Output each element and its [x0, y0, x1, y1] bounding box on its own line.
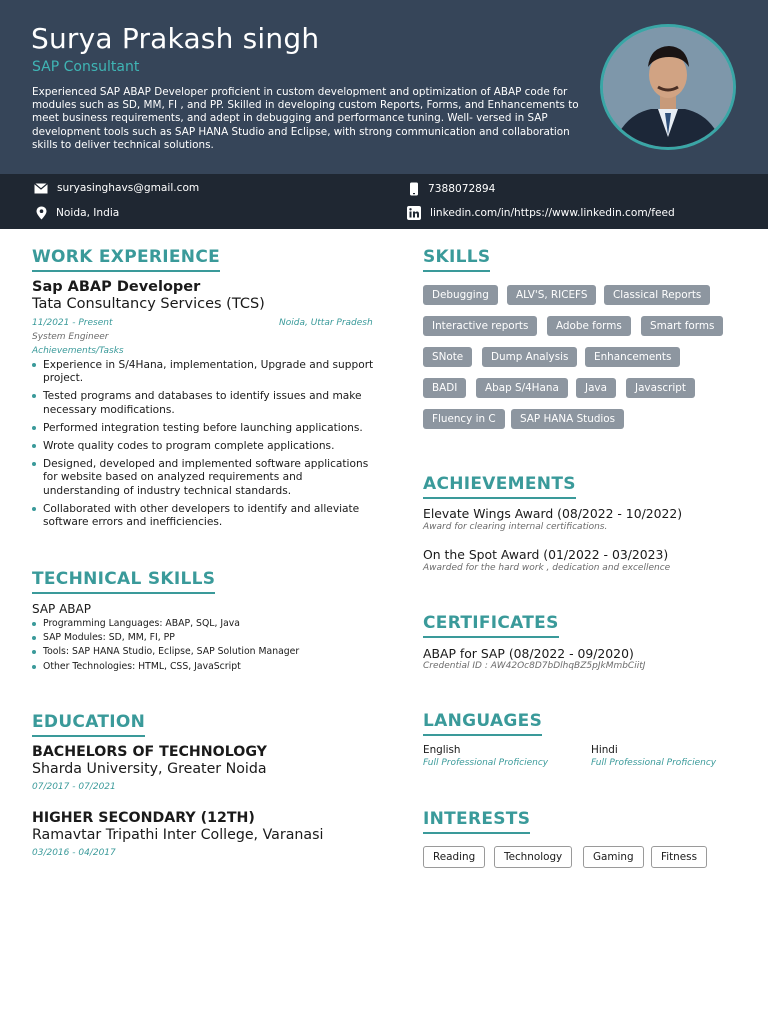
- skill-chip: Javascript: [626, 378, 695, 398]
- person-portrait-icon: [603, 27, 733, 147]
- candidate-role: SAP Consultant: [32, 59, 140, 75]
- interest-chip: Technology: [494, 846, 572, 868]
- job-dates: 11/2021 - Present: [32, 318, 113, 328]
- certificates-heading: CERTIFICATES: [423, 613, 559, 638]
- skill-chip: SNote: [423, 347, 472, 367]
- skill-chip: ALV'S, RICEFS: [507, 285, 596, 305]
- phone-text: 7388072894: [428, 183, 496, 195]
- achievement-title: Elevate Wings Award (08/2022 - 10/2022): [423, 506, 683, 521]
- candidate-name: Surya Prakash singh: [31, 22, 320, 55]
- interest-chip: Reading: [423, 846, 485, 868]
- skill-chip: SAP HANA Studios: [511, 409, 624, 429]
- job-title: Sap ABAP Developer: [32, 279, 201, 295]
- email-text: suryasinghavs@gmail.com: [57, 182, 200, 194]
- list-item: Other Technologies: HTML, CSS, JavaScript: [32, 660, 299, 674]
- skill-chip: Smart forms: [641, 316, 723, 336]
- job-position: System Engineer: [32, 332, 109, 342]
- list-item: Programming Languages: ABAP, SQL, Java: [32, 617, 299, 631]
- list-item: Tested programs and databases to identify issues and make necessary modifications.: [32, 390, 382, 417]
- language-level: Full Professional Proficiency: [591, 758, 717, 768]
- skill-chip: Enhancements: [585, 347, 680, 367]
- profile-summary: Experienced SAP ABAP Developer proficient in custom development and optimization of ABAP code for modules such as SD, MM, FI , and PP. Skilled in developing custom Reports, Forms, and Enhancements to meet business requirements, and adept in debugging and performance tuning. Well- versed in SAP development tools such as SAP HANA Studio and Eclipse, with strong communication and collaboration skills to deliver technical solutions.: [32, 86, 579, 151]
- achievements-heading: ACHIEVEMENTS: [423, 474, 576, 499]
- list-item: Tools: SAP HANA Studio, Eclipse, SAP Solution Manager: [32, 645, 299, 659]
- location-pin-icon: [36, 206, 47, 220]
- skill-chip: Classical Reports: [604, 285, 710, 305]
- contact-linkedin[interactable]: [407, 206, 675, 220]
- technical-subtitle: SAP ABAP: [32, 602, 91, 616]
- contact-phone[interactable]: [409, 182, 495, 196]
- education-school: Ramavtar Tripathi Inter College, Varanasi: [32, 827, 324, 843]
- company-name: Tata Consultancy Services (TCS): [32, 296, 265, 312]
- language-name: English: [423, 744, 461, 756]
- skill-chip: Abap S/4Hana: [476, 378, 568, 398]
- education-degree: HIGHER SECONDARY (12TH): [32, 810, 255, 826]
- skill-chip: Debugging: [423, 285, 498, 305]
- certificate-title: ABAP for SAP (08/2022 - 09/2020): [423, 646, 634, 661]
- skill-chip: BADI: [423, 378, 466, 398]
- technical-skills-heading: TECHNICAL SKILLS: [32, 569, 215, 594]
- achievement-desc: Award for clearing internal certifications.: [423, 522, 608, 532]
- email-icon: [34, 183, 48, 194]
- list-item: SAP Modules: SD, MM, FI, PP: [32, 631, 299, 645]
- linkedin-text: linkedin.com/in/https://www.linkedin.com/feed: [430, 207, 675, 219]
- interest-chip: Fitness: [651, 846, 707, 868]
- languages-heading: LANGUAGES: [423, 711, 542, 736]
- education-school: Sharda University, Greater Noida: [32, 761, 267, 777]
- achievements-label: Achievements/Tasks: [32, 346, 124, 356]
- achievement-desc: Awarded for the hard work , dedication and excellence: [423, 563, 671, 573]
- contact-email[interactable]: [34, 182, 199, 194]
- skill-chip: Adobe forms: [547, 316, 631, 336]
- work-bullets: [32, 359, 382, 534]
- list-item: Performed integration testing before launching applications.: [32, 422, 382, 435]
- education-degree: BACHELORS OF TECHNOLOGY: [32, 744, 267, 760]
- certificate-credential: Credential ID : AW42Oc8D7bDlhqBZ5pJkMmbCiitJ: [423, 661, 646, 671]
- skill-chip: Dump Analysis: [482, 347, 577, 367]
- skills-heading: SKILLS: [423, 247, 490, 272]
- education-heading: EDUCATION: [32, 712, 145, 737]
- education-dates: 07/2017 - 07/2021: [32, 782, 116, 792]
- interest-chip: Gaming: [583, 846, 644, 868]
- phone-icon: [409, 182, 419, 196]
- job-location: Noida, Uttar Pradesh: [279, 318, 373, 328]
- list-item: Wrote quality codes to program complete applications.: [32, 440, 382, 453]
- list-item: Experience in S/4Hana, implementation, Upgrade and support project.: [32, 359, 382, 386]
- list-item: Designed, developed and implemented software applications for website based on analyzed requirements and understanding of industry technical standards.: [32, 458, 382, 498]
- skill-chip: Java: [576, 378, 616, 398]
- profile-photo: [600, 24, 736, 150]
- contact-bar: [0, 174, 768, 229]
- contact-location: [36, 206, 119, 220]
- resume-header: [0, 0, 768, 174]
- skill-chip: Interactive reports: [423, 316, 537, 336]
- achievement-title: On the Spot Award (01/2022 - 03/2023): [423, 547, 669, 562]
- location-text: Noida, India: [56, 207, 120, 219]
- interests-heading: INTERESTS: [423, 809, 530, 834]
- work-experience-heading: WORK EXPERIENCE: [32, 247, 220, 272]
- language-name: Hindi: [591, 744, 618, 756]
- language-level: Full Professional Proficiency: [423, 758, 549, 768]
- technical-bullets: [32, 617, 299, 674]
- skill-chip: Fluency in C: [423, 409, 505, 429]
- linkedin-icon: [407, 206, 421, 220]
- list-item: Collaborated with other developers to identify and alleviate software errors and inefficiencies.: [32, 503, 382, 530]
- education-dates: 03/2016 - 04/2017: [32, 848, 116, 858]
